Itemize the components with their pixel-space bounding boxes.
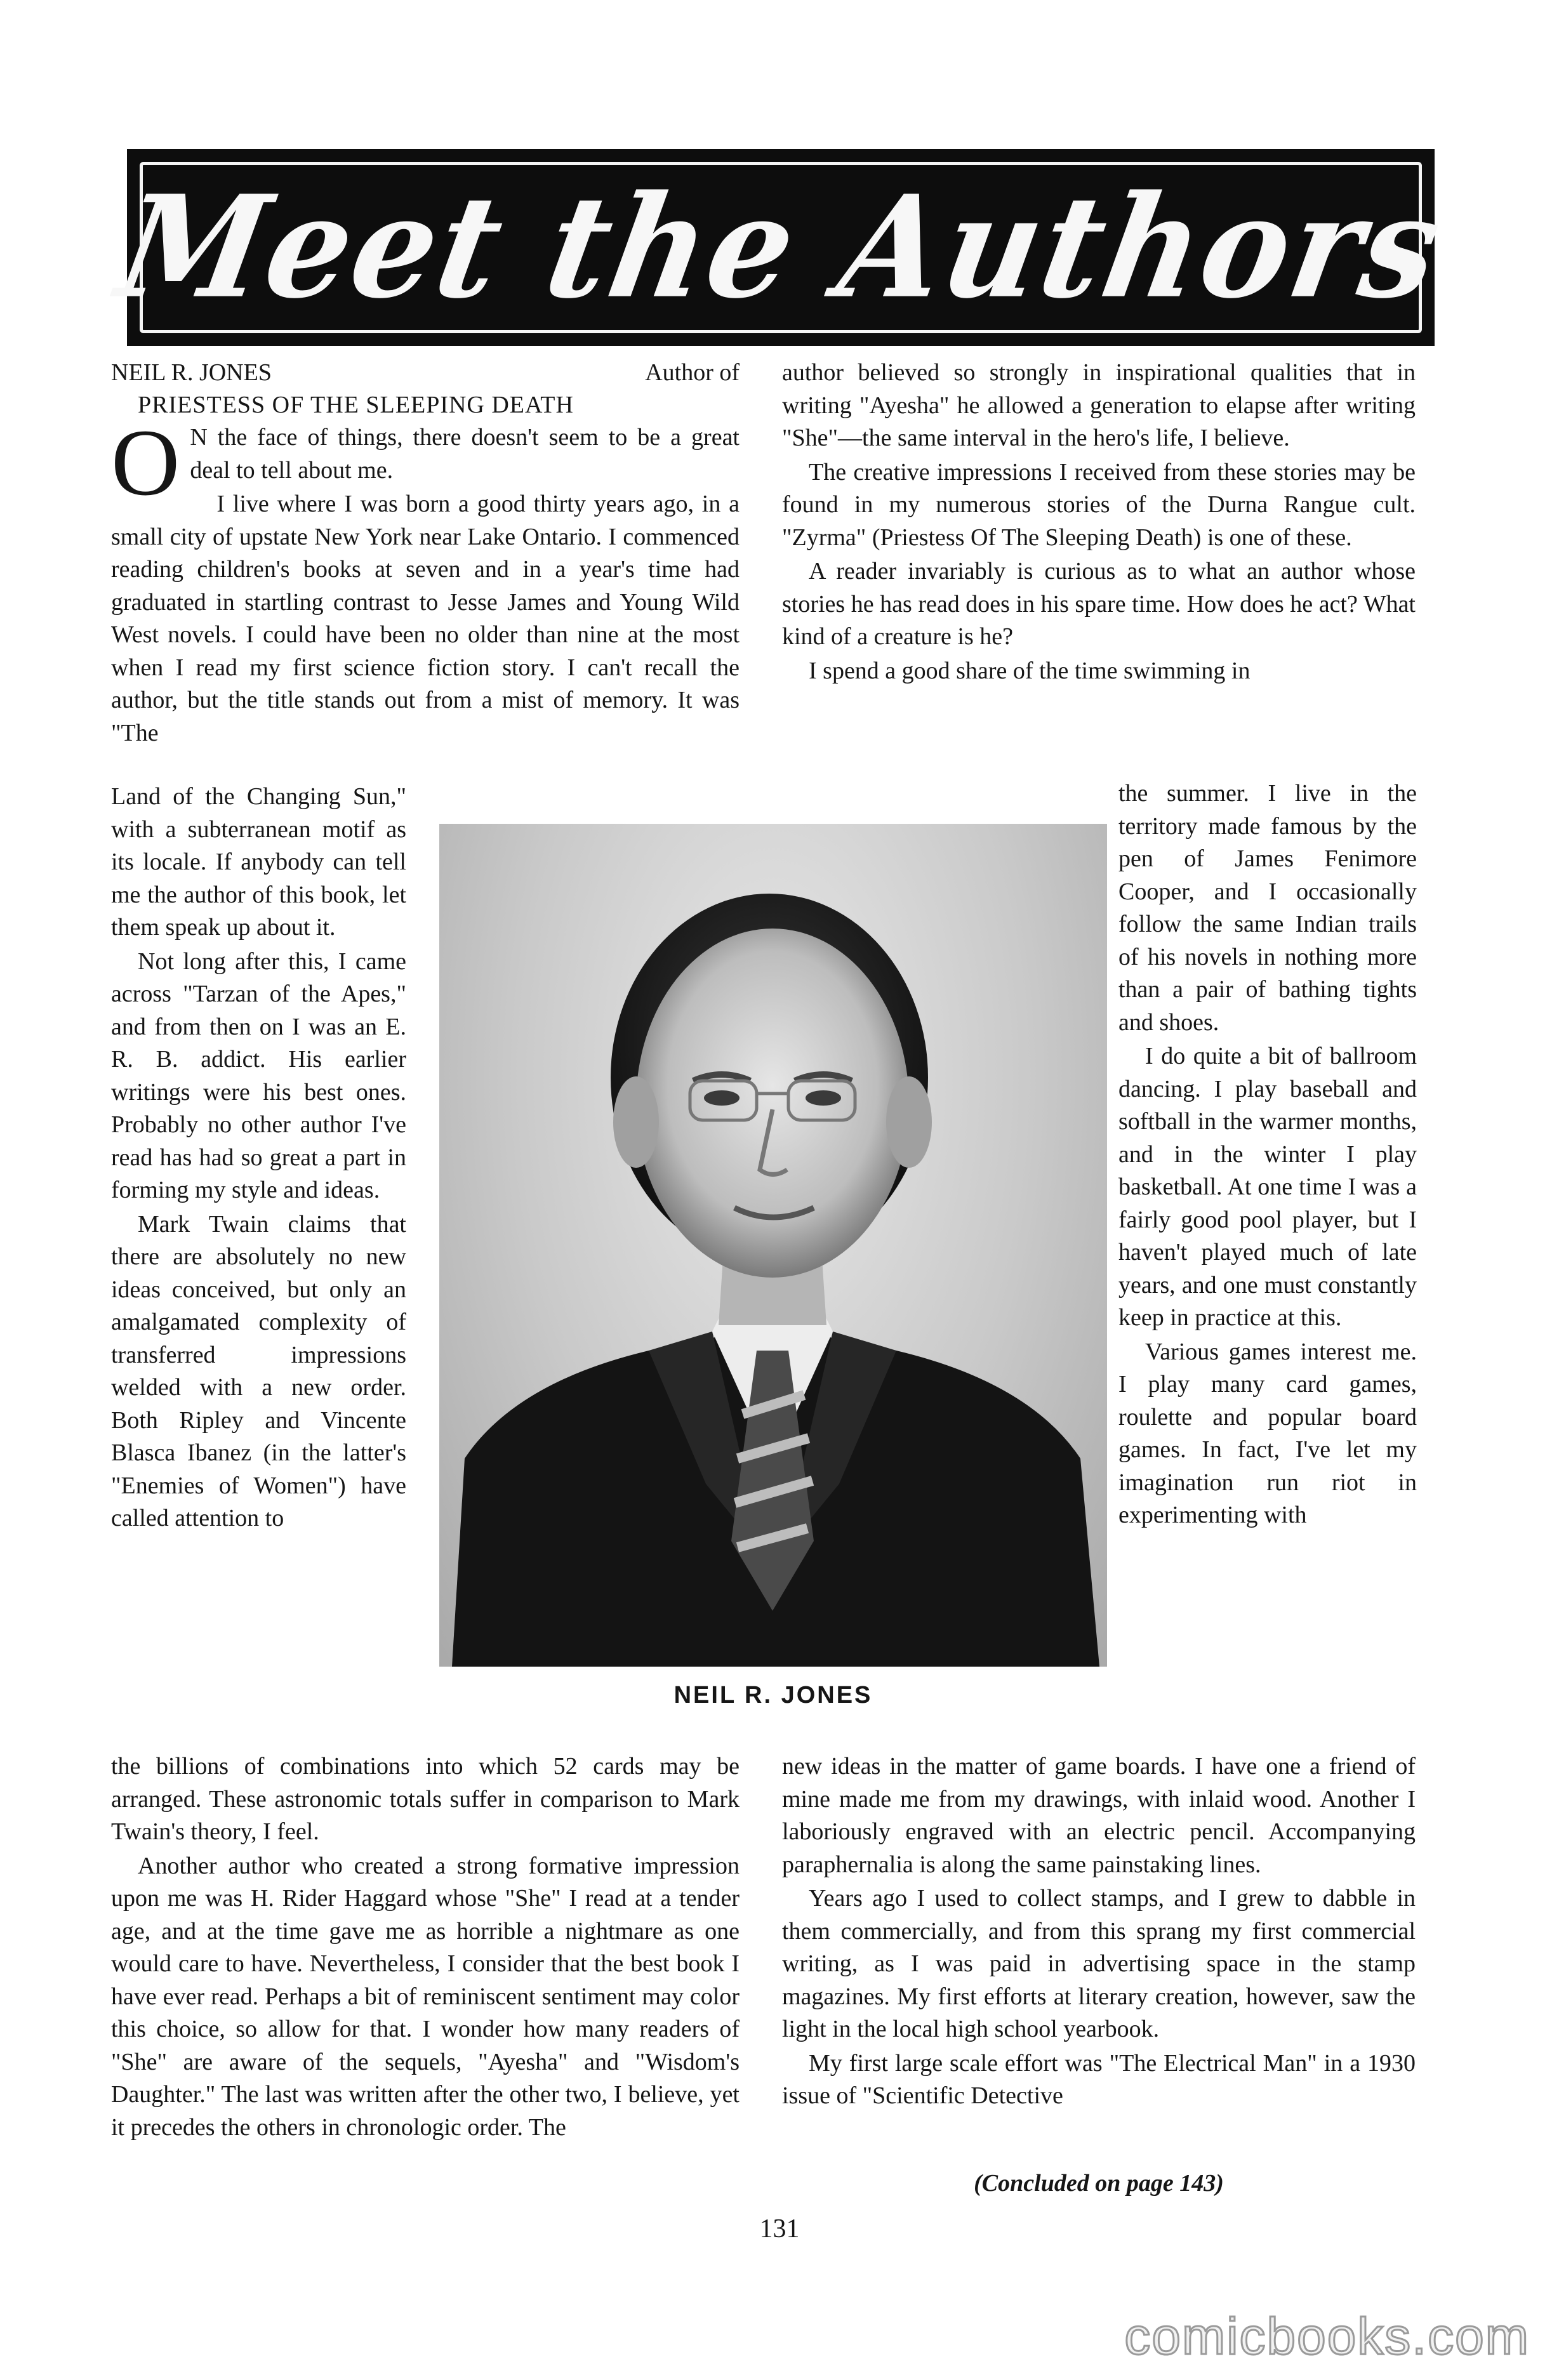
site-watermark: comicbooks.com	[1124, 2308, 1530, 2365]
left-column-bottom	[111, 1750, 740, 2144]
page-number: 131	[759, 2214, 800, 2244]
paragraph: new ideas in the matter of game boards. I have one a friend of mine made me from my drawings, with inlaid wood. Another I laboriously engraved with an electric pencil. Accompanying paraphernalia is along the same painstaking lines.	[782, 1753, 1416, 1878]
paragraph: Not long after this, I came across "Tarzan of the Apes," and from then on I was an E. R. B. addict. His earlier writings were his best ones. Probably no other author I've read has had so great a part in forming my style and ideas.	[111, 948, 406, 1203]
photo-caption: NEIL R. JONES	[673, 1682, 873, 1709]
portrait-illustration	[439, 824, 1107, 1667]
banner-frame	[107, 162, 1454, 333]
left-column-top	[111, 410, 740, 750]
left-column-narrow	[111, 781, 406, 1535]
paragraph: author believed so strongly in inspirational qualities that in writing "Ayesha" he allowed a generation to elapse after writing "She"—the same interval in the hero's life, I believe.	[782, 359, 1416, 451]
paragraph: I spend a good share of the time swimming in	[809, 657, 1251, 684]
paragraph: the summer. I live in the territory made famous by the pen of James Fenimore Cooper, and I occasionally follow the same Indian trails of his novels in nothing more than a pair of bathing tights and shoes.	[1118, 780, 1417, 1036]
paragraph: Another author who created a strong formative impression upon me was H. Rider Haggard whose "She" I read at a tender age, and at the time gave me as horrible a nightmare as one would care to have. Nevertheless, I consider that the best book I have ever read. Perhaps a bit of reminiscent sentiment may color this choice, so allow for that. I wonder how many readers of "She" are aware of the sequels, "Ayesha" and "Wisdom's Daughter." The last was written after the other two, I believe, yet it precedes the others in chronologic order. The	[111, 1852, 740, 2141]
right-column-narrow	[1118, 777, 1417, 1532]
drop-cap: O	[111, 410, 180, 515]
paragraph: Years ago I used to collect stamps, and I grew to dabble in them commercially, and from this sprang my first commercial writing, as I was paid in advertising space in the stamp magazines. My first efforts at literary creation, however, saw the light in the local high school yearbook.	[782, 1885, 1416, 2042]
paragraph: Land of the Changing Sun," with a subterranean motif as its locale. If anybody can tell me the author of this book, let them speak up about it.	[111, 783, 406, 941]
right-column-top	[782, 357, 1416, 687]
paragraph: N the face of things, there doesn't seem to be a great deal to tell about me.	[190, 424, 740, 484]
continuation-note: (Concluded on page 143)	[974, 2170, 1224, 2197]
paragraph: The creative impressions I received from these stories may be found in my numerous stories of the Durna Rangue cult. "Zyrma" (Priestess Of The Sleeping Death) is one of these.	[782, 458, 1416, 551]
paragraph: the billions of combinations into which 52 cards may be arranged. These astronomic totals suffer in comparison to Mark Twain's theory, I feel.	[111, 1753, 740, 1845]
paragraph: My first large scale effort was "The Electrical Man" in a 1930 issue of "Scientific Detective	[782, 2049, 1416, 2109]
author-role: Author of	[645, 359, 740, 386]
paragraph: A reader invariably is curious as to what an author whose stories he has read does in his spare time. How does he act? What kind of a creature is he?	[782, 558, 1416, 650]
header-banner	[107, 149, 1454, 346]
author-name: NEIL R. JONES	[111, 359, 272, 386]
paragraph: I do quite a bit of ballroom dancing. I play baseball and softball in the warmer months, and in the winter I play basketball. At one time I was a fairly good pool player, but I haven't played much of late years, and one must constantly keep in practice at this.	[1118, 1043, 1417, 1331]
paragraph: Mark Twain claims that there are absolutely no new ideas conceived, but only an amalgamated complexity of transferred impressions welded with a new order. Both Ripley and Vincente Blasca Ibanez (in the latter's "Enemies of Women") have called attention to	[111, 1210, 406, 1531]
paragraph: Various games interest me. I play many card games, roulette and popular board games. In fact, I've let my imagination run riot in experimenting with	[1118, 1338, 1417, 1528]
story-title: PRIESTESS OF THE SLEEPING DEATH	[138, 392, 574, 418]
paragraph: I live where I was born a good thirty years ago, in a small city of upstate New York near Lake Ontario. I commenced reading children's books at seven and in a year's time had graduated in startling contrast to Jesse James and Young Wild West novels. I could have been no older than nine at the most when I read my first science fiction story. I can't recall the author, but the title stands out from a mist of memory. It was "The	[111, 491, 740, 746]
byline	[111, 357, 740, 421]
banner-title: Meet the Authors	[107, 164, 1454, 330]
right-column-bottom	[782, 1750, 1416, 2113]
author-portrait	[439, 824, 1107, 1667]
